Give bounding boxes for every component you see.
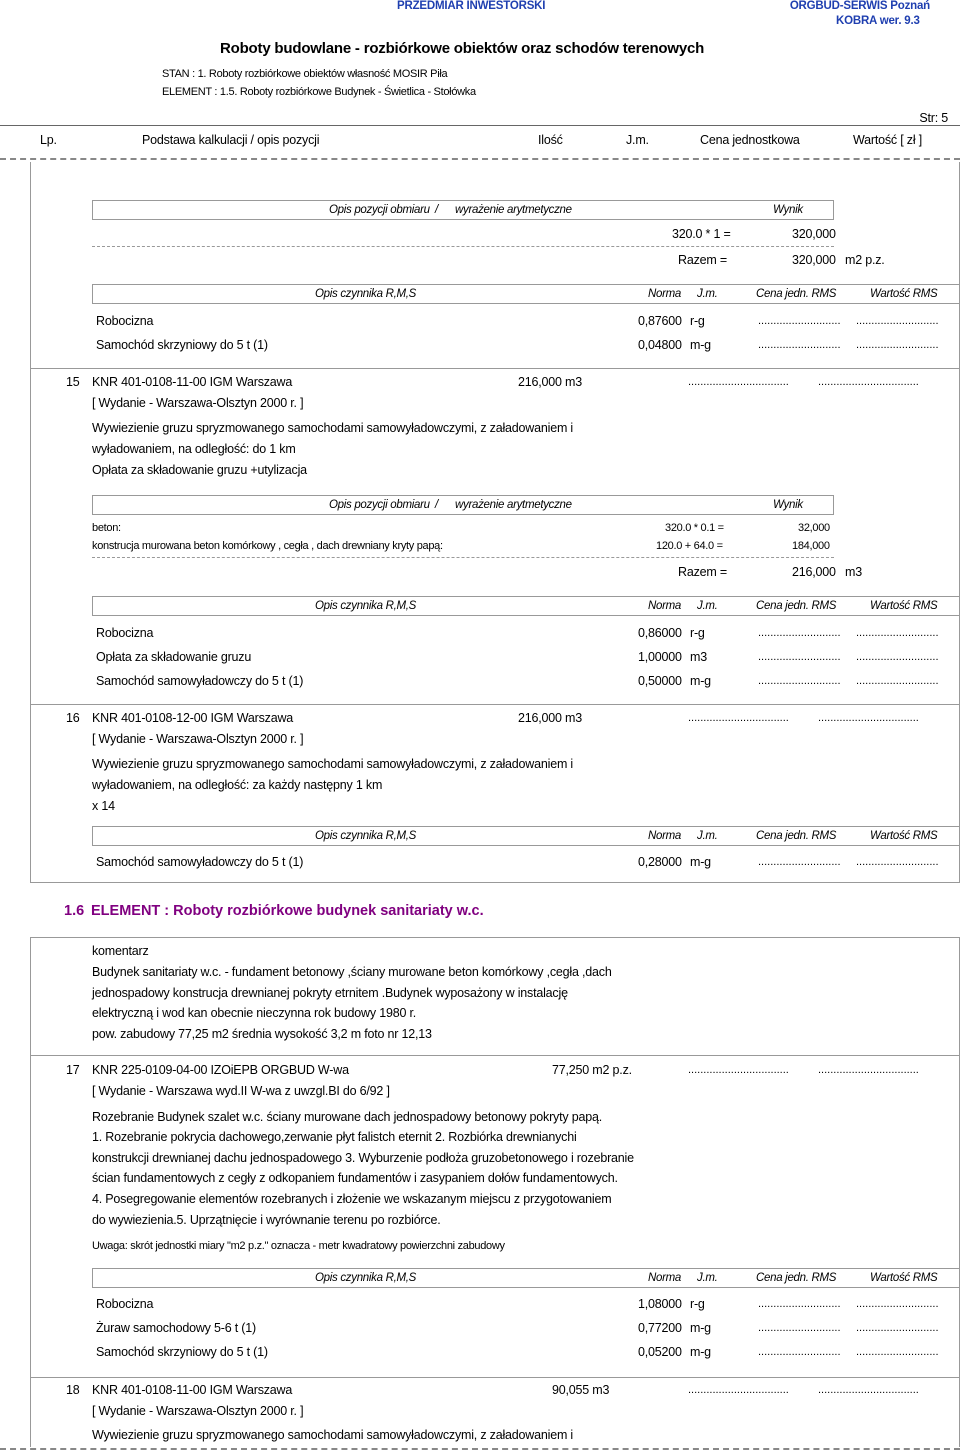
block0-expr: 320.0 * 1 = bbox=[672, 227, 731, 241]
header-stan: STAN : 1. Roboty rozbiórkowe obiektów własność MOSIR Piła bbox=[162, 68, 448, 80]
item15-rms-2-norma: 0,50000 bbox=[638, 674, 682, 688]
item15-meas-1-expr: 120.0 + 64.0 = bbox=[656, 540, 723, 552]
page-number: Str: 5 bbox=[919, 111, 948, 125]
item16-desc3: x 14 bbox=[92, 799, 115, 813]
col-wartosc: Wartość [ zł ] bbox=[853, 133, 922, 147]
col-ilosc: Ilość bbox=[538, 133, 563, 147]
item16-knr: KNR 401-0108-12-00 IGM Warszawa bbox=[92, 711, 294, 725]
item15-meas-header: Opis pozycji obmiaru / wyrażenie arytmetyczne Wynik bbox=[92, 495, 834, 515]
item17-rms-header: Opis czynnika R,M,S Norma J.m. Cena jedn. RMS Wartość RMS bbox=[92, 1268, 960, 1288]
col-cena: Cena jednostkowa bbox=[700, 133, 800, 147]
item16-desc2: wyładowaniem, na odległość: za każdy następny 1 km bbox=[92, 778, 383, 792]
comment-line-3: pow. zabudowy 77,25 m2 średnia wysokość 3,2 m foto nr 12,13 bbox=[92, 1027, 432, 1041]
item15-rms-1-price: ........................... bbox=[758, 651, 841, 663]
item17-rms-1-value: ........................... bbox=[856, 1322, 939, 1334]
item15-razem-label: Razem = bbox=[678, 565, 727, 579]
item17-rms-0-norma: 1,08000 bbox=[638, 1297, 682, 1311]
element16-title: ELEMENT : Roboty rozbiórkowe budynek sanitariaty w.c. bbox=[91, 903, 484, 919]
item18-knr: KNR 401-0108-11-00 IGM Warszawa bbox=[92, 1383, 293, 1397]
item18-price: ................................. bbox=[688, 1384, 789, 1396]
footer-dashed-rule bbox=[0, 1448, 960, 1450]
item17-rms-1-jm: m-g bbox=[690, 1321, 711, 1335]
item15-rms-0-jm: r-g bbox=[690, 626, 705, 640]
block0-result: 320,000 bbox=[792, 227, 836, 241]
item17-rms-0-name: Robocizna bbox=[96, 1297, 154, 1311]
block0-rms-1-jm: m-g bbox=[690, 338, 711, 352]
item17-knr: KNR 225-0109-04-00 IZOiEPB ORGBUD W-wa bbox=[92, 1063, 349, 1077]
comment-label: komentarz bbox=[92, 944, 149, 958]
item15-rms-1-value: ........................... bbox=[856, 651, 939, 663]
block0-razem-unit: m2 p.z. bbox=[845, 253, 885, 267]
item16-rms-0-norma: 0,28000 bbox=[638, 855, 682, 869]
item15-meas-0-label: beton: bbox=[92, 522, 121, 534]
item17-price: ................................. bbox=[688, 1064, 789, 1076]
item15-knr: KNR 401-0108-11-00 IGM Warszawa bbox=[92, 375, 293, 389]
item15-meas-0-expr: 320.0 * 0.1 = bbox=[665, 522, 724, 534]
item16-rms-header: Opis czynnika R,M,S Norma J.m. Cena jedn. RMS Wartość RMS bbox=[92, 826, 960, 846]
col-podstawa: Podstawa kalkulacji / opis pozycji bbox=[142, 133, 320, 147]
item17-desc-5: do wywiezienia.5. Uprzątnięcie i wyrównanie terenu po rozbiórce. bbox=[92, 1213, 441, 1227]
block0-meas-rule bbox=[92, 246, 834, 247]
item16-qty: 216,000 m3 bbox=[518, 711, 583, 725]
block0-rms-0-value: ........................... bbox=[856, 315, 939, 327]
item17-rms-2-norma: 0,05200 bbox=[638, 1345, 682, 1359]
item17-qty: 77,250 m2 p.z. bbox=[552, 1063, 632, 1077]
block0-rms-0-name: Robocizna bbox=[96, 314, 154, 328]
item15-rms-2-name: Samochód samowyładowczy do 5 t (1) bbox=[96, 674, 304, 688]
item15-razem-unit: m3 bbox=[845, 565, 862, 579]
block0-rms-0-price: ........................... bbox=[758, 315, 841, 327]
item17-note: Uwaga: skrót jednostki miary "m2 p.z." oznacza - metr kwadratowy powierzchni zabudowy bbox=[92, 1240, 505, 1252]
block0-rms-0-norma: 0,87600 bbox=[638, 314, 682, 328]
item17-lp: 17 bbox=[66, 1063, 80, 1077]
item15-meas-rule bbox=[92, 557, 834, 558]
item15-rms-2-jm: m-g bbox=[690, 674, 711, 688]
item16-price: ................................. bbox=[688, 712, 789, 724]
item15-rms-0-name: Robocizna bbox=[96, 626, 154, 640]
item15-desc1: Wywiezienie gruzu spryzmowanego samochodami samowyładowczymi, z załadowaniem i bbox=[92, 421, 574, 435]
comment-line-0: Budynek sanitariaty w.c. - fundament betonowy ,ściany murowane beton komórkowy ,cegła ,dach bbox=[92, 965, 612, 979]
block0-rms-1-norma: 0,04800 bbox=[638, 338, 682, 352]
item17-rms-2-name: Samochód skrzyniowy do 5 t (1) bbox=[96, 1345, 268, 1359]
item15-rms-1-norma: 1,00000 bbox=[638, 650, 682, 664]
doc-title: Roboty budowlane - rozbiórkowe obiektów oraz schodów terenowych bbox=[220, 40, 705, 57]
header-doc-type: PRZEDMIAR INWESTORSKI bbox=[397, 0, 546, 12]
item18-value: ................................. bbox=[818, 1384, 919, 1396]
item16-bottom-rule bbox=[30, 882, 960, 883]
header-company: ORGBUD-SERWIS Poznań bbox=[789, 0, 930, 12]
header-software: KOBRA wer. 9.3 bbox=[836, 15, 920, 27]
item15-value: ................................. bbox=[818, 376, 919, 388]
item17-desc-2: konstrukcji drewnianej dachu jednospadowego 3. Wyburzenie podłoża gruzobetonowego i rozebranie bbox=[92, 1151, 634, 1165]
comment-line-2: elektryczną i wod kan obecnie nieczynna rok budowy 1980 r. bbox=[92, 1006, 417, 1020]
block0-rms-1-value: ........................... bbox=[856, 339, 939, 351]
item15-razem-value: 216,000 bbox=[792, 565, 836, 579]
item18-lp: 18 bbox=[66, 1383, 80, 1397]
item17-desc-4: 4. Posegregowanie elementów rozebranych i złożenie we wskazanym miejscu z przygotowaniem bbox=[92, 1192, 612, 1206]
item15-qty: 216,000 m3 bbox=[518, 375, 583, 389]
header-top-rule bbox=[0, 125, 960, 126]
item17-rms-1-name: Żuraw samochodowy 5-6 t (1) bbox=[96, 1321, 256, 1335]
comment-top-rule bbox=[30, 937, 960, 938]
item16-rms-0-price: ........................... bbox=[758, 856, 841, 868]
item18-desc1: Wywiezienie gruzu spryzmowanego samochodami samowyładowczymi, z załadowaniem i bbox=[92, 1428, 574, 1442]
item17-rms-0-price: ........................... bbox=[758, 1298, 841, 1310]
element16-num: 1.6 bbox=[64, 903, 85, 919]
item15-rms-0-price: ........................... bbox=[758, 627, 841, 639]
block0-meas-header: Opis pozycji obmiaru / wyrażenie arytmetyczne Wynik bbox=[92, 200, 834, 220]
item16-rms-0-jm: m-g bbox=[690, 855, 711, 869]
block0-razem-label: Razem = bbox=[678, 253, 727, 267]
header-element: ELEMENT : 1.5. Roboty rozbiórkowe Budynek - Świetlica - Stołówka bbox=[162, 86, 476, 98]
item17-rms-1-norma: 0,77200 bbox=[638, 1321, 682, 1335]
item15-rms-0-norma: 0,86000 bbox=[638, 626, 682, 640]
item15-edition: [ Wydanie - Warszawa-Olsztyn 2000 r. ] bbox=[92, 396, 304, 410]
header-dashed-rule bbox=[0, 158, 960, 160]
item17-rms-2-value: ........................... bbox=[856, 1346, 939, 1358]
block0-rms-header: Opis czynnika R,M,S Norma J.m. Cena jedn. RMS Wartość RMS bbox=[92, 284, 960, 304]
block0-rms-1-name: Samochód skrzyniowy do 5 t (1) bbox=[96, 338, 268, 352]
item15-lp: 15 bbox=[66, 375, 80, 389]
item15-rms-1-name: Opłata za składowanie gruzu bbox=[96, 650, 252, 664]
item17-rms-2-price: ........................... bbox=[758, 1346, 841, 1358]
item17-value: ................................. bbox=[818, 1064, 919, 1076]
item15-price: ................................. bbox=[688, 376, 789, 388]
block0-rms-0-jm: r-g bbox=[690, 314, 705, 328]
block0-rms-1-price: ........................... bbox=[758, 339, 841, 351]
item18-qty: 90,055 m3 bbox=[552, 1383, 610, 1397]
item15-meas-1-result: 184,000 bbox=[792, 540, 830, 552]
item17-desc-0: Rozebranie Budynek szalet w.c. ściany murowane dach jednospadowy betonowy pokryty papą. bbox=[92, 1110, 602, 1124]
item16-edition: [ Wydanie - Warszawa-Olsztyn 2000 r. ] bbox=[92, 732, 304, 746]
item18-edition: [ Wydanie - Warszawa-Olsztyn 2000 r. ] bbox=[92, 1404, 304, 1418]
item17-desc-1: 1. Rozebranie pokrycia dachowego,zerwanie płyt falistch eternit 2. Rozbiórka drewnianychi bbox=[92, 1130, 577, 1144]
item16-rms-0-name: Samochód samowyładowczy do 5 t (1) bbox=[96, 855, 304, 869]
item16-rms-0-value: ........................... bbox=[856, 856, 939, 868]
item15-rms-1-jm: m3 bbox=[690, 650, 707, 664]
item15-desc2: wyładowaniem, na odległość: do 1 km bbox=[92, 442, 296, 456]
block0-razem-value: 320,000 bbox=[792, 253, 836, 267]
item15-meas-0-result: 32,000 bbox=[798, 522, 830, 534]
item15-rms-header: Opis czynnika R,M,S Norma J.m. Cena jedn. RMS Wartość RMS bbox=[92, 596, 960, 616]
col-jm: J.m. bbox=[626, 133, 649, 147]
comment-line-1: jednospadowy konstrucja drewnianej pokryty etrnitem .Budynek wyposażony w instalację bbox=[92, 986, 568, 1000]
item15-rms-2-price: ........................... bbox=[758, 675, 841, 687]
item15-desc3: Opłata za składowanie gruzu +utylizacja bbox=[92, 463, 307, 477]
item17-rms-0-value: ........................... bbox=[856, 1298, 939, 1310]
item17-rms-2-jm: m-g bbox=[690, 1345, 711, 1359]
item17-edition: [ Wydanie - Warszawa wyd.II W-wa z uwzgl.BI do 6/92 ] bbox=[92, 1084, 390, 1098]
item17-desc-3: ścian fundamentowych z cegły z odkopaniem fundamentów i zasypaniem dołów fundamentowych. bbox=[92, 1171, 618, 1185]
item17-rms-1-price: ........................... bbox=[758, 1322, 841, 1334]
item15-meas-1-label: konstrucja murowana beton komórkowy , cegła , dach drewniany kryty papą: bbox=[92, 540, 443, 552]
item16-desc1: Wywiezienie gruzu spryzmowanego samochodami samowyładowczymi, z załadowaniem i bbox=[92, 757, 574, 771]
item15-rms-2-value: ........................... bbox=[856, 675, 939, 687]
item16-value: ................................. bbox=[818, 712, 919, 724]
item17-rms-0-jm: r-g bbox=[690, 1297, 705, 1311]
item15-rms-0-value: ........................... bbox=[856, 627, 939, 639]
col-lp: Lp. bbox=[40, 133, 57, 147]
item16-lp: 16 bbox=[66, 711, 80, 725]
